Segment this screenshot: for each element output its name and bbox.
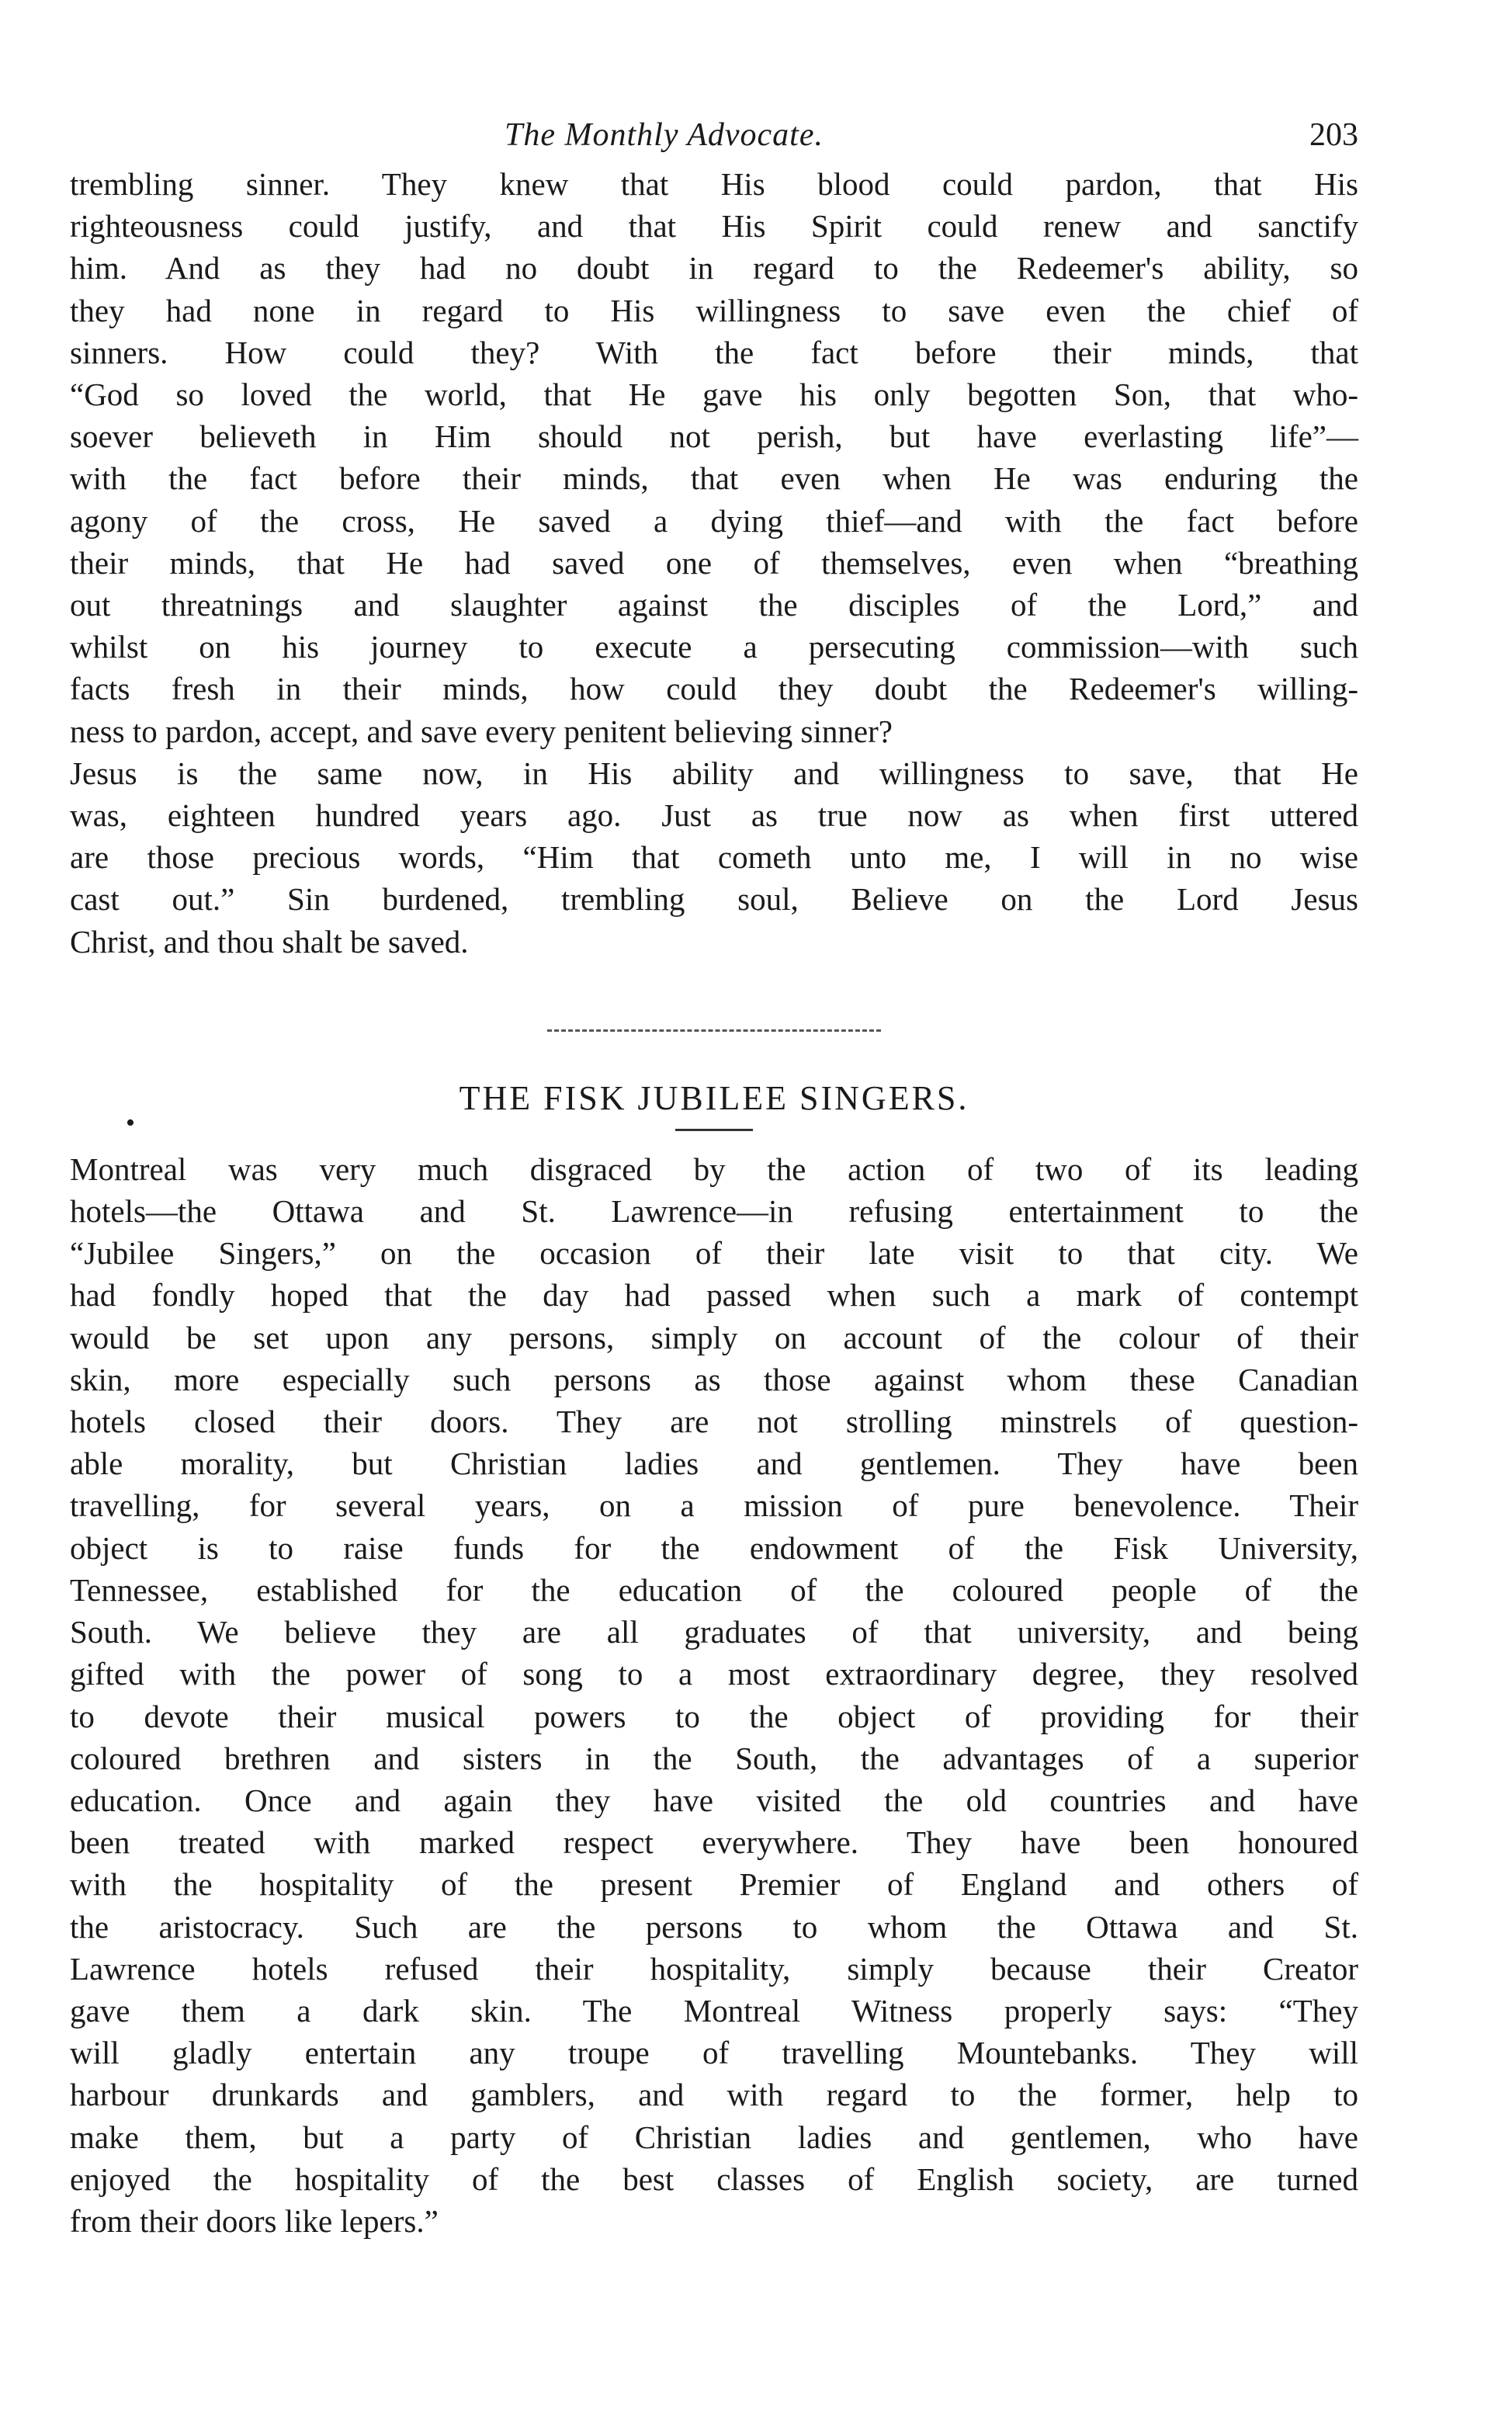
- cont-line: sinners. How could they? With the fact before their minds, that: [70, 334, 1358, 370]
- sect-line: education. Once and again they have visited the old countries and have: [70, 1782, 1358, 1818]
- cont-line: soever believeth in Him should not perish, but have everlasting life”—: [70, 418, 1358, 455]
- cont-line: Jesus is the same now, in His ability and willingness to save, that He: [70, 755, 1358, 791]
- cont-line: righteousness could justify, and that His Spirit could renew and sanctify: [70, 208, 1358, 245]
- cont-line: ness to pardon, accept, and save every penitent believing sinner?: [70, 713, 893, 749]
- cont-line: cast out.” Sin burdened, trembling soul, Believe on the Lord Jesus: [70, 881, 1358, 918]
- sect-line: hotels—the Ottawa and St. Lawrence—in refusing entertainment to the: [70, 1193, 1358, 1230]
- running-head: [70, 116, 1358, 163]
- page: [70, 116, 1358, 2242]
- sect-line: object is to raise funds for the endowment of the Fisk University,: [70, 1529, 1358, 1566]
- cont-line: him. And as they had no doubt in regard to the Redeemer's ability, so: [70, 250, 1358, 286]
- section-body: [70, 1148, 1358, 2242]
- sect-line: will gladly entertain any troupe of travelling Mountebanks. They will: [70, 2035, 1358, 2071]
- sect-line: to devote their musical powers to the object of providing for their: [70, 1698, 1358, 1734]
- cont-line: was, eighteen hundred years ago. Just as true now as when first uttered: [70, 797, 1358, 834]
- cont-line: they had none in regard to His willingness to save even the chief of: [70, 292, 1358, 328]
- sect-line: Tennessee, established for the education of the coloured people of the: [70, 1571, 1358, 1608]
- section-divider: [547, 1029, 881, 1032]
- cont-line: out threatnings and slaughter against the disciples of the Lord,” and: [70, 587, 1358, 623]
- sect-line: would be set upon any persons, simply on account of the colour of their: [70, 1319, 1358, 1355]
- sect-line: from their doors like lepers.”: [70, 2202, 439, 2239]
- sect-line: Montreal was very much disgraced by the action of two of its leading: [70, 1151, 1358, 1187]
- sect-line: South. We believe they are all graduates of that university, and being: [70, 1614, 1358, 1650]
- cont-line: trembling sinner. They knew that His blood could pardon, that His: [70, 166, 1358, 202]
- continued-article: [70, 163, 1358, 963]
- cont-line: their minds, that He had saved one of themselves, even when “breathing: [70, 544, 1358, 581]
- cont-line: “God so loved the world, that He gave his only begotten Son, that who-: [70, 377, 1358, 413]
- cont-line: agony of the cross, He saved a dying thief—and with the fact before: [70, 502, 1358, 539]
- running-title: The Monthly Advocate.: [505, 117, 824, 153]
- cont-line: Christ, and thou shalt be saved.: [70, 923, 469, 960]
- sect-line: enjoyed the hospitality of the best classes of English society, are turned: [70, 2161, 1358, 2197]
- cont-line: facts fresh in their minds, how could they doubt the Redeemer's willing-: [70, 671, 1358, 707]
- sect-line: the aristocracy. Such are the persons to whom the Ottawa and St.: [70, 1908, 1358, 1945]
- sect-line: had fondly hoped that the day had passed when such a mark of contempt: [70, 1277, 1358, 1314]
- section-title: THE FISK JUBILEE SINGERS.: [459, 1078, 969, 1117]
- sect-line: been treated with marked respect everywhere. They have been honoured: [70, 1824, 1358, 1861]
- sect-line: gifted with the power of song to a most extraordinary degree, they resolved: [70, 1656, 1358, 1692]
- cont-line: whilst on his journey to execute a persecuting commission—with such: [70, 629, 1358, 665]
- sect-line: Lawrence hotels refused their hospitality, simply because their Creator: [70, 1950, 1358, 1987]
- sect-line: harbour drunkards and gamblers, and with regard to the former, help to: [70, 2077, 1358, 2113]
- sect-line: able morality, but Christian ladies and gentlemen. They have been: [70, 1446, 1358, 1482]
- sect-line: hotels closed their doors. They are not strolling minstrels of question-: [70, 1404, 1358, 1440]
- sect-line: skin, more especially such persons as those against whom these Canadian: [70, 1361, 1358, 1397]
- cont-line: are those precious words, “Him that cometh unto me, I will in no wise: [70, 839, 1358, 876]
- sect-line: gave them a dark skin. The Montreal Witness properly says: “They: [70, 1992, 1358, 2029]
- sect-line: make them, but a party of Christian ladies and gentlemen, who have: [70, 2119, 1358, 2155]
- title-rule: [675, 1129, 753, 1131]
- sect-line: coloured brethren and sisters in the South, the advantages of a superior: [70, 1740, 1358, 1776]
- sect-line: with the hospitality of the present Premier of England and others of: [70, 1866, 1358, 1903]
- sect-line: “Jubilee Singers,” on the occasion of their late visit to that city. We: [70, 1235, 1358, 1272]
- stray-mark: •: [126, 1109, 135, 1137]
- page-number: 203: [1309, 117, 1358, 153]
- cont-line: with the fact before their minds, that even when He was enduring the: [70, 460, 1358, 497]
- sect-line: travelling, for several years, on a mission of pure benevolence. Their: [70, 1487, 1358, 1524]
